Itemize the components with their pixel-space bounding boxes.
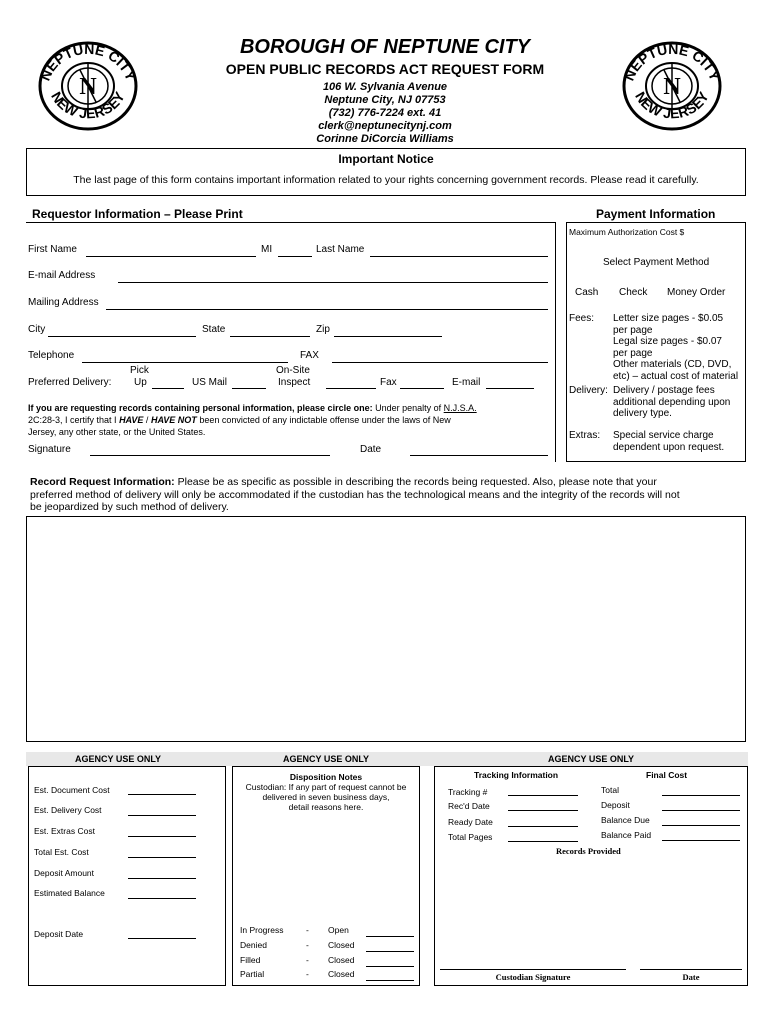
tracking-number-label: Tracking #	[448, 787, 488, 797]
record-request-text: preferred method of delivery will only be accommodated if the custodian has the technological means and the integrity of the records will not	[30, 488, 680, 501]
status-dash: -	[306, 969, 309, 979]
onsite-label: On-Site	[276, 365, 310, 376]
first-name-label: First Name	[28, 244, 77, 255]
record-request-instructions	[30, 476, 746, 514]
signature-label: Signature	[28, 444, 71, 455]
first-name-field[interactable]	[86, 256, 256, 257]
notice-text: The last page of this form contains important information related to your rights concerning government records. Please read it carefully.	[73, 174, 699, 186]
date-label: Date	[360, 444, 382, 455]
fax-field[interactable]	[332, 362, 548, 363]
fee-line: Letter size pages - $0.05	[613, 313, 724, 324]
custodian-name: Corinne DiCorcia Williams	[316, 133, 454, 145]
svg-text:NEPTUNE CITY: NEPTUNE CITY	[36, 40, 140, 83]
deposit-date-field[interactable]	[128, 938, 196, 939]
certify-text-end: Jersey, any other state, or the United States.	[28, 427, 206, 437]
est-document-cost-field[interactable]	[128, 794, 196, 795]
extras-label: Extras:	[569, 430, 601, 441]
final-total-label: Total	[601, 785, 619, 795]
status-partial: Partial	[240, 969, 265, 979]
est-extras-cost-field[interactable]	[128, 836, 196, 837]
delivery-line: delivery type.	[613, 408, 672, 419]
recd-date-label: Rec'd Date	[448, 801, 490, 811]
disposition-heading: Disposition Notes	[289, 772, 363, 782]
est-document-cost-label: Est. Document Cost	[34, 785, 110, 795]
est-extras-cost-label: Est. Extras Cost	[34, 826, 95, 836]
balance-paid-label: Balance Paid	[601, 830, 652, 840]
address-line-2: Neptune City, NJ 07753	[324, 94, 446, 106]
telephone-label: Telephone	[28, 350, 75, 361]
svg-text:NEW JERSEY: NEW JERSEY	[48, 88, 128, 122]
final-deposit-label: Deposit	[601, 800, 630, 810]
status-open: Open	[328, 925, 349, 935]
payment-heading: Payment Information	[596, 207, 716, 221]
total-est-cost-field[interactable]	[128, 857, 196, 858]
fees-details	[613, 313, 738, 382]
deposit-amount-field[interactable]	[128, 878, 196, 879]
fee-line: etc) – actual cost of material	[613, 370, 739, 382]
est-delivery-cost-label: Est. Delivery Cost	[34, 805, 102, 815]
tracking-heading: Tracking Information	[474, 770, 559, 780]
inspect-label: Inspect	[278, 377, 311, 388]
disposition-line: delivered in seven business days,	[262, 792, 390, 802]
phone: (732) 776-7224 ext. 41	[328, 107, 442, 119]
custodian-signature-label: Custodian Signature	[495, 972, 571, 982]
pick-label: Pick	[130, 365, 149, 376]
agency-use-label-1: AGENCY USE ONLY	[74, 754, 162, 764]
final-cost-heading: Final Cost	[646, 770, 688, 780]
personal-info-pre: Under penalty of	[375, 403, 442, 413]
status-dash: -	[306, 940, 309, 950]
select-method-label: Select Payment Method	[603, 257, 710, 268]
final-total-field[interactable]	[662, 795, 740, 796]
preferred-delivery-label: Preferred Delivery:	[28, 377, 112, 388]
us-mail-label: US Mail	[192, 377, 228, 388]
record-request-textarea[interactable]	[26, 516, 746, 742]
tracking-number-field[interactable]	[508, 795, 578, 796]
date-field[interactable]	[410, 455, 548, 456]
status-filled: Filled	[240, 955, 261, 965]
city-field[interactable]	[48, 336, 196, 337]
telephone-field[interactable]	[82, 362, 288, 363]
custodian-signature-field[interactable]	[440, 969, 626, 970]
form-subtitle: OPEN PUBLIC RECORDS ACT REQUEST FORM	[225, 61, 545, 77]
extras-details	[613, 430, 724, 453]
seal-letter: N	[79, 74, 97, 100]
delivery-label: Delivery:	[569, 385, 608, 396]
max-auth-label: Maximum Authorization Cost $	[569, 227, 685, 237]
important-notice-box	[26, 148, 746, 196]
state-field[interactable]	[230, 336, 310, 337]
estimated-balance-field[interactable]	[128, 898, 196, 899]
pickup-label: Up	[134, 377, 147, 388]
agency-use-label-2: AGENCY USE ONLY	[282, 754, 370, 764]
fee-line: per page	[613, 347, 653, 359]
have-not-option[interactable]: HAVE NOT	[150, 415, 197, 425]
delivery-details	[613, 385, 730, 420]
notice-heading: Important Notice	[338, 152, 434, 166]
requestor-heading: Requestor Information – Please Print	[32, 207, 243, 221]
status-denied: Denied	[240, 940, 267, 950]
seal-letter: N	[663, 74, 681, 100]
payment-box	[566, 222, 746, 462]
final-deposit-field[interactable]	[662, 810, 740, 811]
status-partial-field[interactable]	[366, 980, 414, 981]
us-mail-field[interactable]	[232, 388, 266, 389]
fax-option-field[interactable]	[400, 388, 444, 389]
last-name-label: Last Name	[316, 244, 365, 255]
svg-text:NEW JERSEY: NEW JERSEY	[632, 88, 712, 122]
record-request-text: be jeopardized by such method of delivery.	[30, 501, 229, 513]
extras-line: dependent upon request.	[613, 441, 725, 453]
fee-line: per page	[613, 324, 653, 336]
last-name-field[interactable]	[370, 256, 548, 257]
zip-field[interactable]	[334, 336, 442, 337]
status-in-progress: In Progress	[240, 925, 284, 935]
agency-use-label-3: AGENCY USE ONLY	[547, 754, 635, 764]
mailing-label: Mailing Address	[28, 297, 99, 308]
total-pages-field[interactable]	[508, 841, 578, 842]
svg-text:NEPTUNE CITY: NEPTUNE CITY	[620, 40, 724, 83]
disposition-text	[232, 782, 420, 812]
disposition-line: Custodian: If any part of request cannot be	[245, 782, 407, 792]
disposition-line: detail reasons here.	[288, 802, 364, 812]
email-option-field[interactable]	[486, 388, 534, 389]
recd-date-field[interactable]	[508, 810, 578, 811]
check-option[interactable]: Check	[619, 287, 648, 298]
form-title: BOROUGH OF NEPTUNE CITY	[239, 36, 530, 58]
zip-label: Zip	[316, 324, 330, 335]
mi-field[interactable]	[278, 256, 312, 257]
tracking-box	[434, 766, 748, 986]
email-field[interactable]	[118, 282, 548, 283]
status-filled-field[interactable]	[366, 966, 414, 967]
records-provided-label: Records Provided	[556, 846, 621, 856]
email: clerk@neptunecitynj.com	[318, 120, 452, 132]
deposit-date-label: Deposit Date	[34, 929, 84, 939]
address-line-1: 106 W. Sylvania Avenue	[322, 81, 448, 93]
deposit-amount-label: Deposit Amount	[34, 868, 95, 878]
have-option[interactable]: HAVE	[119, 415, 144, 425]
mailing-field[interactable]	[106, 309, 548, 310]
balance-due-field[interactable]	[662, 825, 740, 826]
ready-date-label: Ready Date	[448, 817, 493, 827]
balance-due-label: Balance Due	[601, 815, 650, 825]
email-label: E-mail Address	[28, 270, 96, 281]
signature-field[interactable]	[90, 455, 330, 456]
certify-text: 2C:28-3, I certify that I	[28, 415, 117, 425]
cash-option[interactable]: Cash	[575, 287, 599, 298]
total-est-cost-label: Total Est. Cost	[34, 847, 89, 857]
city-label: City	[28, 324, 46, 335]
status-closed: Closed	[328, 955, 355, 965]
personal-info-heading: If you are requesting records containing personal information, please circle one:	[28, 403, 373, 413]
status-dash: -	[306, 925, 309, 935]
delivery-line: additional depending upon	[613, 396, 731, 408]
inspect-field[interactable]	[326, 388, 376, 389]
slash: /	[145, 415, 149, 425]
status-in-progress-field[interactable]	[366, 936, 414, 937]
record-request-text: Please be as specific as possible in describing the records being requested. Also, please note that your	[177, 476, 657, 488]
status-denied-field[interactable]	[366, 951, 414, 952]
status-dash: -	[306, 955, 309, 965]
certify-text-cont: been convicted of any indictable offense under the laws of New	[199, 415, 451, 425]
fax-option-label: Fax	[380, 377, 397, 388]
custodian-date-label: Date	[682, 972, 700, 982]
fee-line: Legal size pages - $0.07	[613, 336, 722, 347]
statute: N.J.S.A.	[443, 403, 477, 413]
fee-line: Other materials (CD, DVD,	[613, 359, 732, 370]
est-delivery-cost-field[interactable]	[128, 815, 196, 816]
money-order-option[interactable]: Money Order	[667, 287, 726, 298]
status-closed: Closed	[328, 969, 355, 979]
custodian-date-field[interactable]	[640, 969, 742, 970]
total-pages-label: Total Pages	[448, 832, 493, 842]
record-request-heading: Record Request Information:	[30, 476, 175, 488]
delivery-line: Delivery / postage fees	[613, 385, 715, 396]
extras-line: Special service charge	[613, 430, 714, 441]
fees-label: Fees:	[569, 313, 595, 324]
pickup-field[interactable]	[152, 388, 184, 389]
balance-paid-field[interactable]	[662, 840, 740, 841]
email-option-label: E-mail	[452, 377, 481, 388]
estimated-balance-label: Estimated Balance	[34, 888, 105, 898]
personal-info-certification	[28, 402, 552, 438]
status-closed: Closed	[328, 940, 355, 950]
mi-label: MI	[261, 244, 273, 255]
state-label: State	[202, 324, 226, 335]
ready-date-field[interactable]	[508, 826, 578, 827]
fax-label: FAX	[300, 350, 319, 361]
